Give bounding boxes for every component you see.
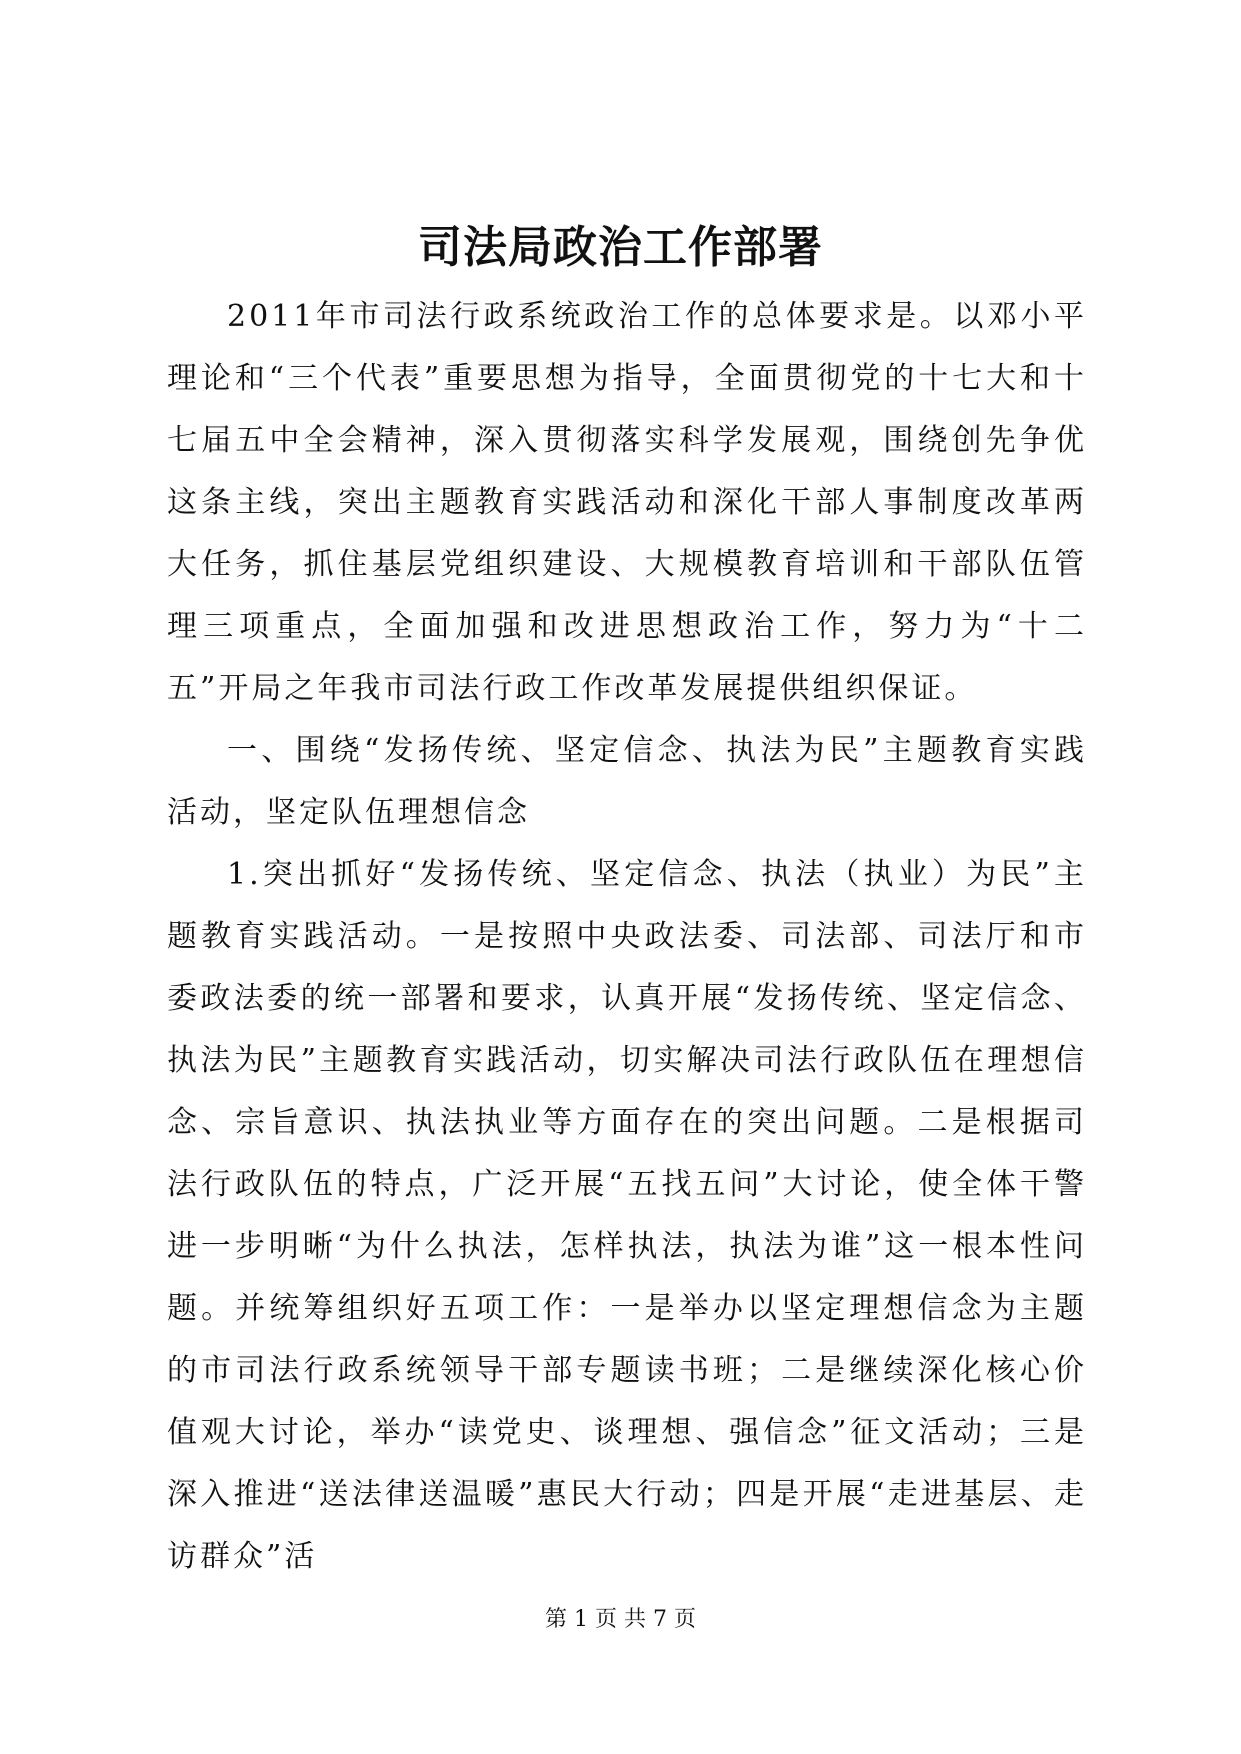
document-title: 司法局政治工作部署: [418, 222, 823, 273]
paragraph-item-one: 1.突出抓好“发扬传统、坚定信念、执法（执业）为民”主题教育实践活动。一是按照中央政法委、司法部、司法厅和市委政法委的统一部署和要求，认真开展“发扬传统、坚定信念、执法为民”主题教育实践活动，切实解决司法行政队伍在理想信念、宗旨意识、执法执业等方面存在的突出问题。二是根据司法行政队伍的特点，广泛开展“五找五问”大讨论，使全体干警进一步明晰“为什么执法，怎样执法，执法为谁”这一根本性问题。并统筹组织好五项工作：一是举办以坚定理想信念为主题的市司法行政系统领导干部专题读书班；二是继续深化核心价值观大讨论，举办“读党史、谈理想、强信念”征文活动；三是深入推进“送法律送温暖”惠民大行动；四是开展“走进基层、走访群众”活: [167, 857, 1087, 1574]
section-heading-one: 一、围绕“发扬传统、坚定信念、执法为民”主题教育实践活动，坚定队伍理想信念: [167, 733, 1087, 830]
document-body: [167, 286, 1087, 1588]
page-footer: 第 1 页 共 7 页: [545, 1607, 696, 1632]
paragraph-overall-requirements: 2011年市司法行政系统政治工作的总体要求是。以邓小平理论和“三个代表”重要思想为指导，全面贯彻党的十七大和十七届五中全会精神，深入贯彻落实科学发展观，围绕创先争优这条主线，突出主题教育实践活动和深化干部人事制度改革两大任务，抓住基层党组织建设、大规模教育培训和干部队伍管理三项重点，全面加强和改进思想政治工作，努力为“十二五”开局之年我市司法行政工作改革发展提供组织保证。: [167, 299, 1087, 706]
